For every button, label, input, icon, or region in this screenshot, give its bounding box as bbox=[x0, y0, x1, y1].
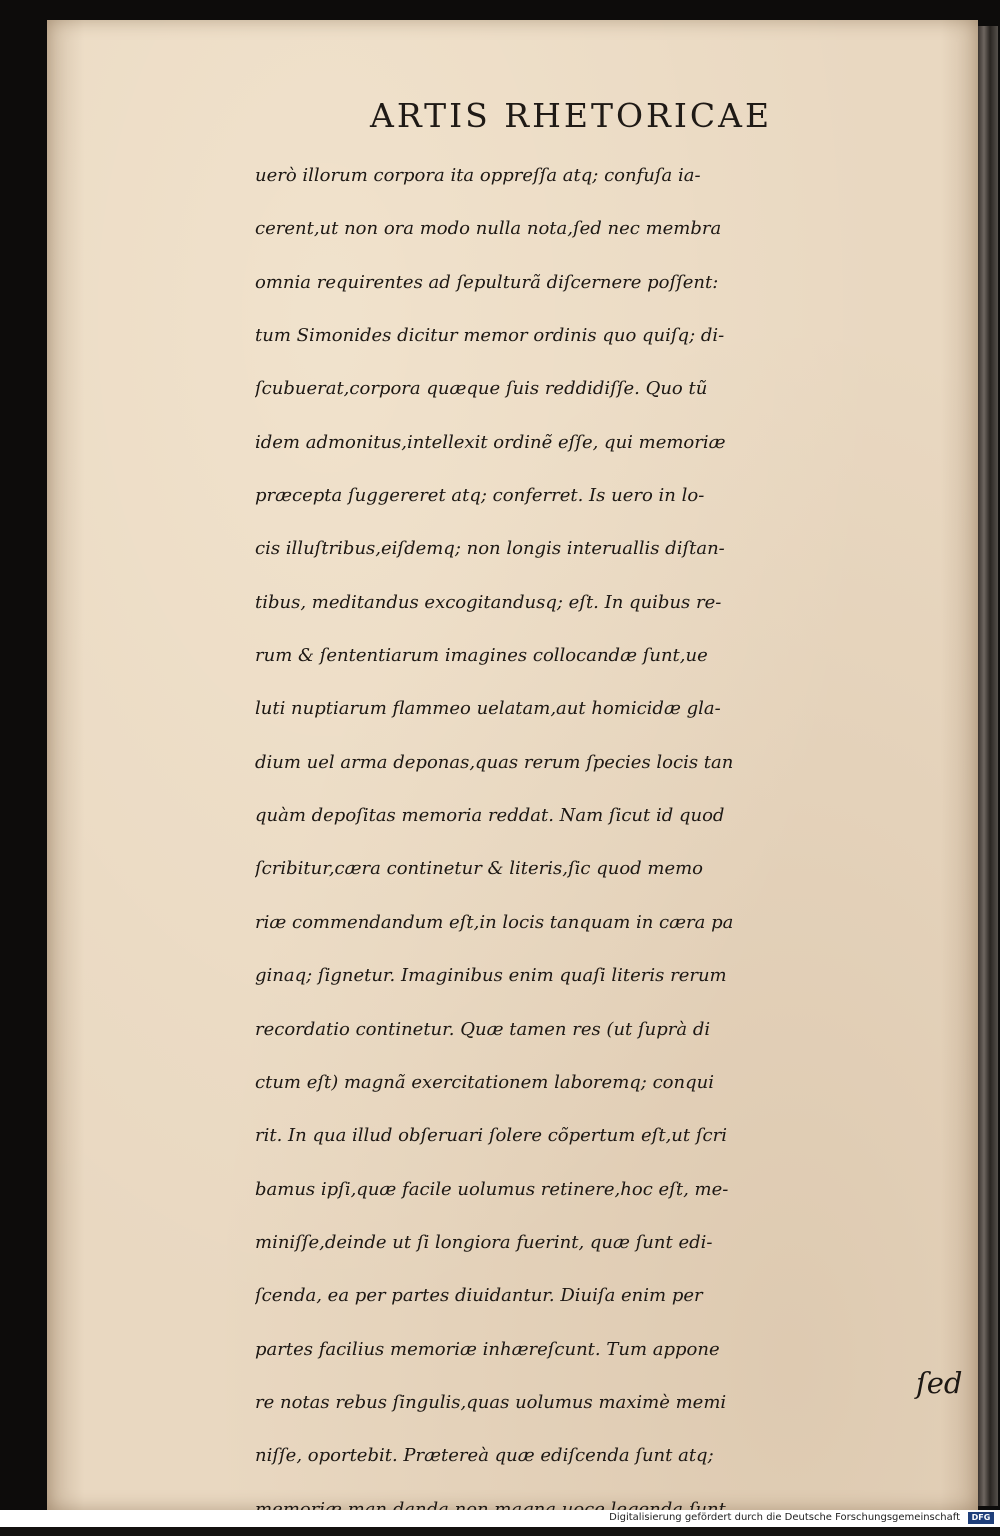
text-line: riæ commendandum eſt,in locis tanquam in cæra pa bbox=[255, 911, 734, 933]
text-line: ſcribitur,cæra continetur & literis,ſic quod memo bbox=[255, 858, 704, 880]
text-line: idem admonitus,intellexit ordinẽ eſſe, qui memoriæ bbox=[255, 431, 726, 453]
text-line: miniſſe,deinde ut ſi longiora fuerint, quæ ſunt edi- bbox=[255, 1231, 713, 1253]
text-line: omnia requirentes ad ſepulturã diſcernere poſſent: bbox=[255, 271, 719, 293]
text-line: ginaq; ſignetur. Imaginibus enim quaſi literis rerum bbox=[255, 965, 727, 987]
text-line: partes facilius memoriæ inhæreſcunt. Tum appone bbox=[255, 1338, 720, 1360]
page-edge bbox=[978, 26, 998, 1506]
text-line: tum Simonides dicitur memor ordinis quo quiſq; di- bbox=[255, 325, 725, 347]
text-line: rit. In qua illud obſeruari ſolere cõpertum eſt,ut ſcri bbox=[255, 1125, 727, 1147]
text-line: rum & ſententiarum imagines collocandæ ſunt,ue bbox=[255, 645, 708, 667]
text-line: ctum eſt) magnã exercitationem laboremq; conqui bbox=[255, 1071, 714, 1093]
text-line: quàm depoſitas memoria reddat. Nam ſicut id quod bbox=[255, 805, 725, 827]
running-head: ARTIS RHETORICAE bbox=[370, 96, 773, 135]
text-line: ſcubuerat,corpora quæque ſuis reddidiſſe. Quo tũ bbox=[255, 378, 708, 400]
text-line: tibus, meditandus excogitandusq; eſt. In quibus re- bbox=[255, 591, 722, 613]
text-line: cis illuſtribus,eiſdemq; non longis interuallis diſtan- bbox=[255, 538, 725, 560]
text-line: ſcenda, ea per partes diuidantur. Diuiſa enim per bbox=[255, 1285, 703, 1307]
text-line: dium uel arma deponas,quas rerum ſpecies locis tan bbox=[255, 751, 734, 773]
footer-bar bbox=[0, 1510, 1000, 1527]
body-text bbox=[255, 149, 975, 1536]
funding-credit: Digitalisierung gefördert durch die Deutsche Forschungsgemeinschaft bbox=[609, 1512, 960, 1523]
text-line: bamus ipſi,quæ facile uolumus retinere,hoc eſt, me- bbox=[255, 1178, 729, 1200]
text-line: uerò illorum corpora ita oppreſſa atq; confuſa ia- bbox=[255, 165, 701, 186]
text-line: recordatio continetur. Quæ tamen res (ut ſuprà di bbox=[255, 1018, 711, 1040]
text-line: re notas rebus ſingulis,quas uolumus maximè memi bbox=[255, 1391, 727, 1413]
text-line: niſſe, oportebit. Prætereà quæ ediſcenda ſunt atq; bbox=[255, 1445, 714, 1467]
catchword: ſed bbox=[916, 1366, 963, 1400]
text-line: cerent,ut non ora modo nulla nota,ſed nec membra bbox=[255, 218, 722, 240]
text-line: præcepta ſuggereret atq; conferret. Is uero in lo- bbox=[255, 485, 705, 507]
text-line: luti nuptiarum flammeo uelatam,aut homicidæ gla- bbox=[255, 698, 721, 720]
dfg-logo: DFG bbox=[968, 1512, 994, 1524]
